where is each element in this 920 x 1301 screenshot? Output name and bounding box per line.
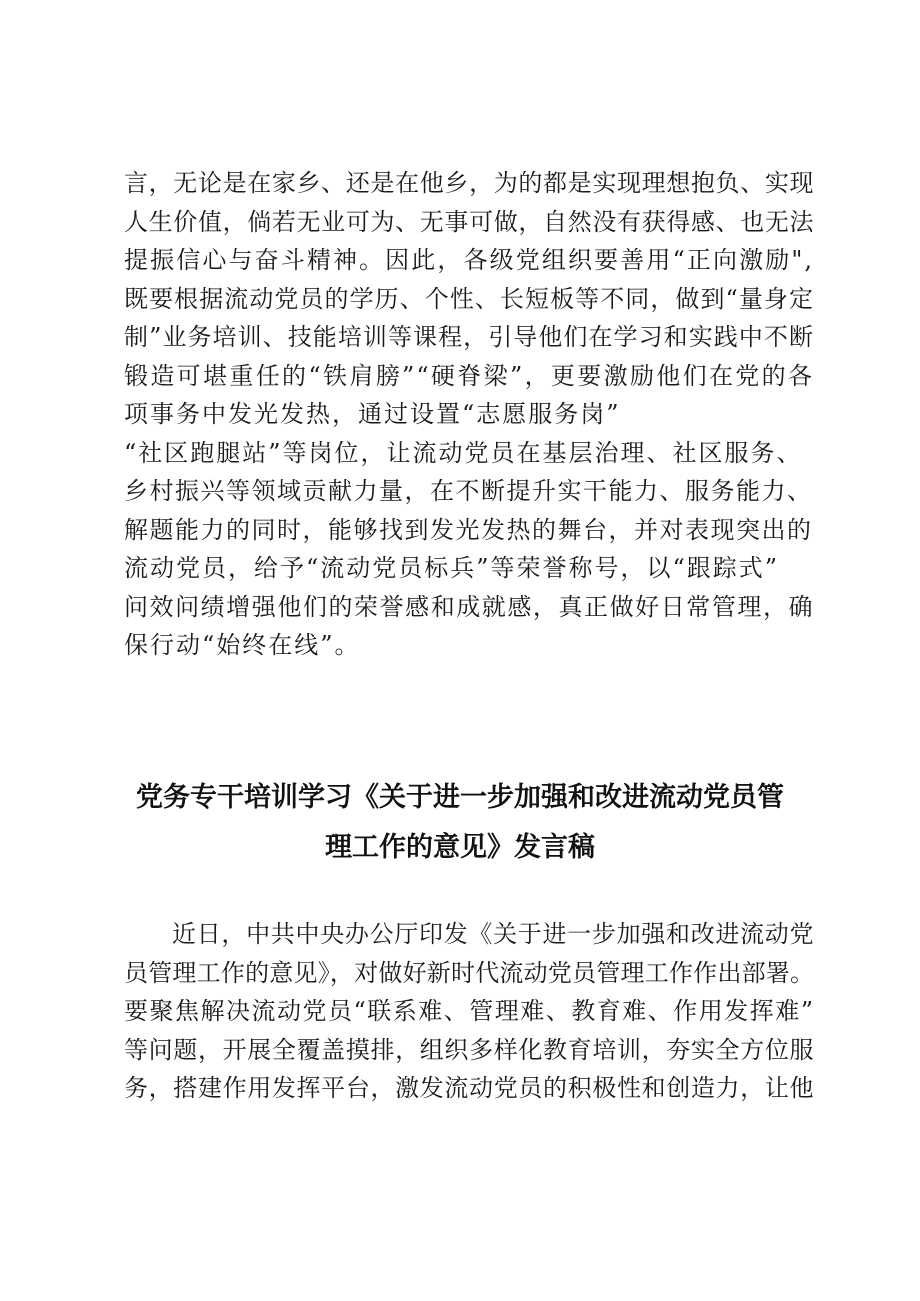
paragraph-line: 等问题，开展全覆盖摸排，组织多样化教育培训，夯实全方位服 [124, 1035, 814, 1064]
paragraph-line: 近日，中共中央办公厅印发《关于进一步加强和改进流动党 [172, 920, 814, 948]
article-title-line-1: 党务专干培训学习《关于进一步加强和改进流动党员管 [136, 782, 784, 813]
article-title-line-2: 理工作的意见》发言稿 [325, 832, 595, 863]
paragraph-line: 乡村振兴等领域贡献力量，在不断提升实干能力、服务能力、 [124, 477, 813, 505]
paragraph-line: 流动党员，给予“流动党员标兵”等荣誉称号，以“跟踪式” [124, 554, 780, 582]
intro-paragraph [124, 915, 814, 1108]
paragraph-line: 解题能力的同时，能够找到发光发热的舞台，并对表现突出的 [124, 515, 813, 544]
paragraph-line: 员管理工作的意见》，对做好新时代流动党员管理工作作出部署。 [124, 958, 814, 987]
paragraph-line: 人生价值，倘若无业可为、无事可做，自然没有获得感、也无法 [124, 207, 814, 236]
paragraph-line: 提振信心与奋斗精神。因此，各级党组织要善用“正向激励", [124, 246, 814, 274]
paragraph-line: 问效问绩增强他们的荣誉感和成就感，真正做好日常管理，确 [124, 592, 814, 621]
paragraph-line: 既要根据流动党员的学历、个性、长短板等不同，做到“量身定 [124, 284, 814, 313]
continued-paragraph [124, 164, 814, 665]
paragraph-line: 务，搭建作用发挥平台，激发流动党员的积极性和创造力，让他 [124, 1074, 814, 1102]
paragraph-line: 锻造可堪重任的“铁肩膀”“硬脊梁”，更要激励他们在党的各 [124, 361, 814, 390]
paragraph-line: 制”业务培训、技能培训等课程，引导他们在学习和实践中不断 [124, 323, 814, 351]
paragraph-line: 要聚焦解决流动党员“联系难、管理难、教育难、作用发挥难” [124, 997, 814, 1025]
paragraph-line: 言，无论是在家乡、还是在他乡，为的都是实现理想抱负、实现 [124, 169, 814, 197]
paragraph-line: 项事务中发光发热，通过设置“志愿服务岗” [124, 400, 621, 428]
paragraph-line: 保行动“始终在线”。 [124, 631, 361, 659]
paragraph-line: “社区跑腿站”等岗位，让流动党员在基层治理、社区服务、 [124, 438, 803, 467]
